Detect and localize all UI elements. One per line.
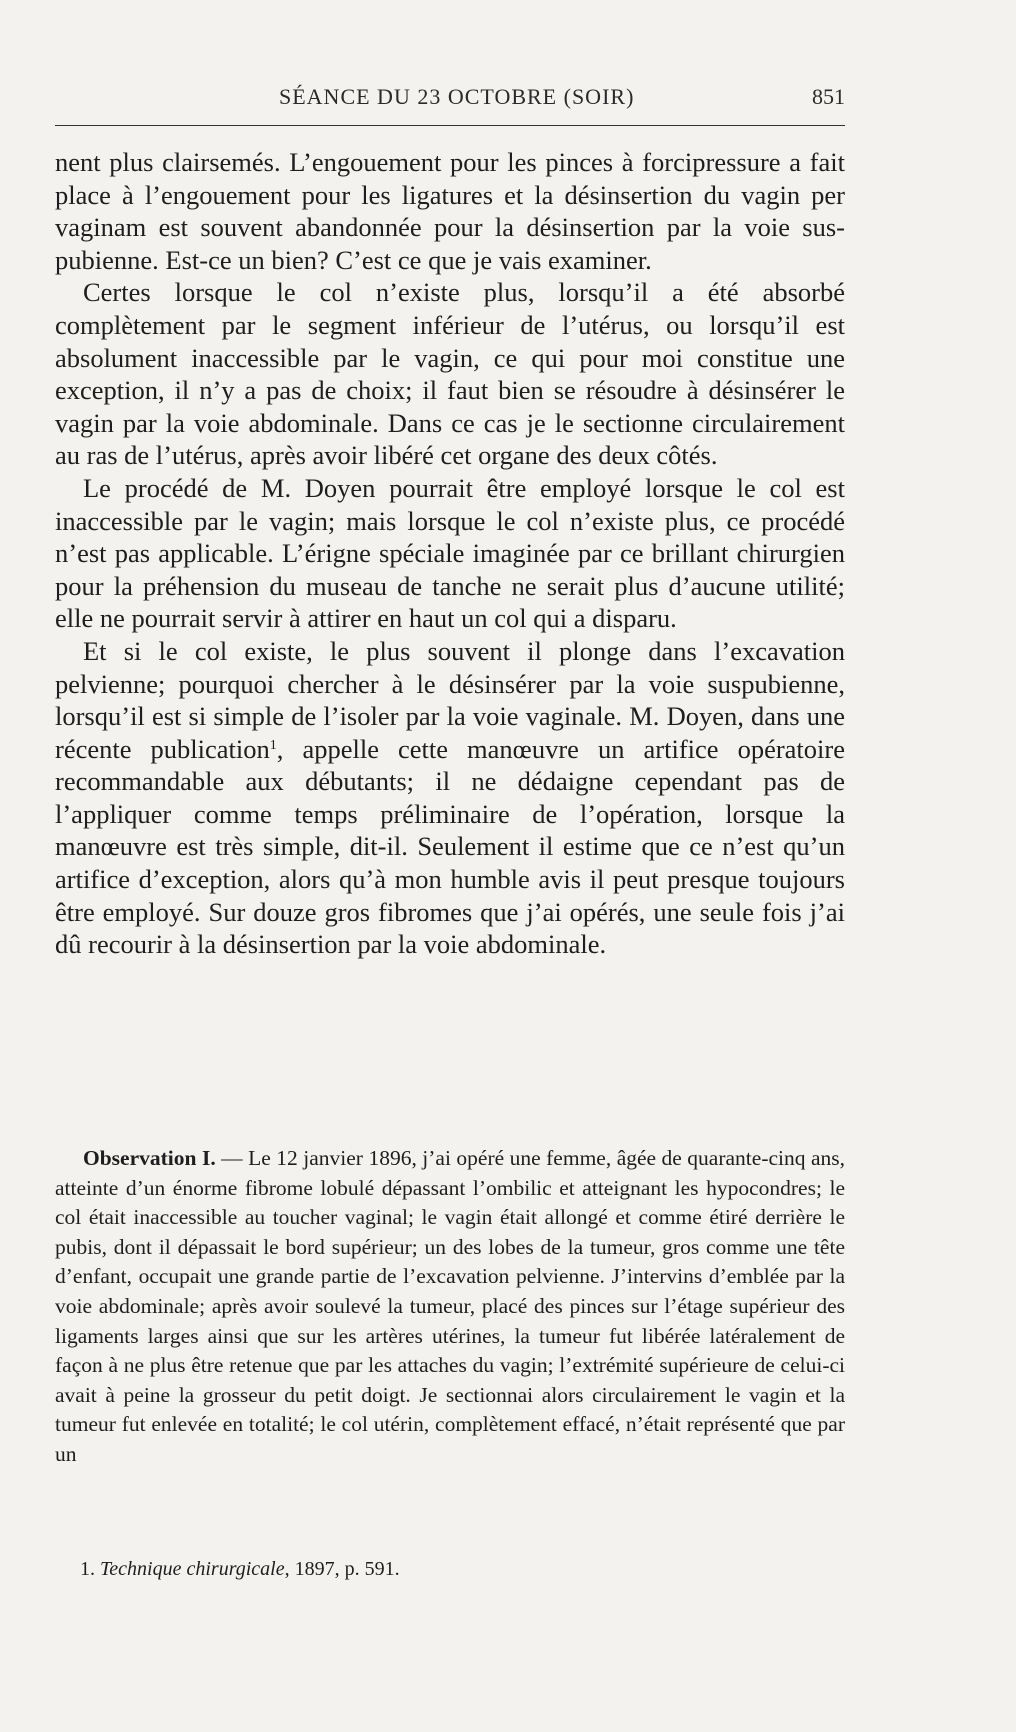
running-title: SÉANCE DU 23 OCTOBRE (SOIR) (279, 84, 635, 109)
footnote-reference[interactable]: 1 (269, 737, 277, 753)
paragraph: Le procédé de M. Doyen pourrait être employé lorsque le col est inaccessible par le vagin; mais lorsque le col n’existe plus, ce procédé n’est pas applicable. L’érigne spéciale imaginée par ce brillant chirurgien pour la préhension du museau de tanche ne serait plus d’aucune utilité; elle ne pourrait servir à attirer en haut un col qui a disparu. (55, 472, 845, 634)
footnote (80, 1556, 845, 1582)
footnote-rest: , 1897, p. 591. (284, 1558, 400, 1580)
page-number: 851 (812, 84, 845, 109)
observation-text: — Le 12 janvier 1896, j’ai opéré une femme, âgée de quarante-cinq ans, atteinte d’un énorme fibrome lobulé dépassant l’ombilic et atteignant les hypocondres; le col était inaccessible au toucher vaginal; le vagin était allongé et comme étiré derrière le pubis, dont il dépassait le bord supérieur; un des lobes de la tumeur, gros comme une tête d’enfant, occupait une grande partie de l’excavation pelvienne. J’intervins d’emblée par la voie abdominale; après avoir soulevé la tumeur, placé des pinces sur l’étage supérieur des ligaments larges ainsi que sur les artères utérines, la tumeur fut libérée latéralement de façon à ne plus être retenue que par les attaches du vagin; l’extrémité supérieure de celui-ci avait à peine la grosseur du petit doigt. Je sectionnai alors circulairement le vagin et la tumeur fut enlevée en totalité; le col utérin, complètement effacé, n’était représenté que par un (55, 1146, 846, 1466)
paragraph: Certes lorsque le col n’existe plus, lorsqu’il a été absorbé complètement par le segment inférieur de l’utérus, ou lorsqu’il est absolument inaccessible par le vagin, ce qui pour moi constitue une exception, il n’y a pas de choix; il faut bien se résoudre à désinsérer le vagin par la voie abdominale. Dans ce cas je le sectionne circulairement au ras de l’utérus, après avoir libéré cet organe des deux côtés. (55, 277, 845, 471)
observation-paragraph (55, 1144, 845, 1470)
header-rule (55, 125, 845, 126)
paragraph-text: Et si le col existe, le plus souvent il plonge dans l’excavation pelvienne; pourquoi chercher à le désinsérer par la voie suspubienne, lorsqu’il est si simple de l’isoler par la voie vaginale. M. Doyen, dans une récente publication (55, 635, 845, 764)
paragraph-text: , appelle cette manœuvre un artifice opératoire recommandable aux débutants; il ne dédaigne cependant pas de l’appliquer comme temps préliminaire de l’opération, lorsque la manœuvre est très simple, dit-il. Seulement il estime que ce n’est qu’un artifice d’exception, alors qu’à mon humble avis il peut presque toujours être employé. Sur douze gros fibromes que j’ai opérés, une seule fois j’ai dû recourir à la désinsertion par la voie abdominale. (55, 733, 845, 960)
footnote-number: 1. (80, 1558, 95, 1580)
observation-heading: Observation I. (83, 1146, 216, 1170)
page-header (55, 84, 845, 120)
footnote-title: Technique chirurgicale (100, 1558, 285, 1580)
paragraph: nent plus clairsemés. L’engouement pour les pinces à forcipressure a fait place à l’engouement pour les ligatures et la désinsertion du vagin per vaginam est souvent abandonnée pour la désinsertion par la voie sus-pubienne. Est-ce un bien? C’est ce que je vais examiner. (55, 147, 845, 275)
paragraph (55, 635, 845, 961)
observation-block (55, 1144, 845, 1470)
main-text (55, 146, 845, 961)
